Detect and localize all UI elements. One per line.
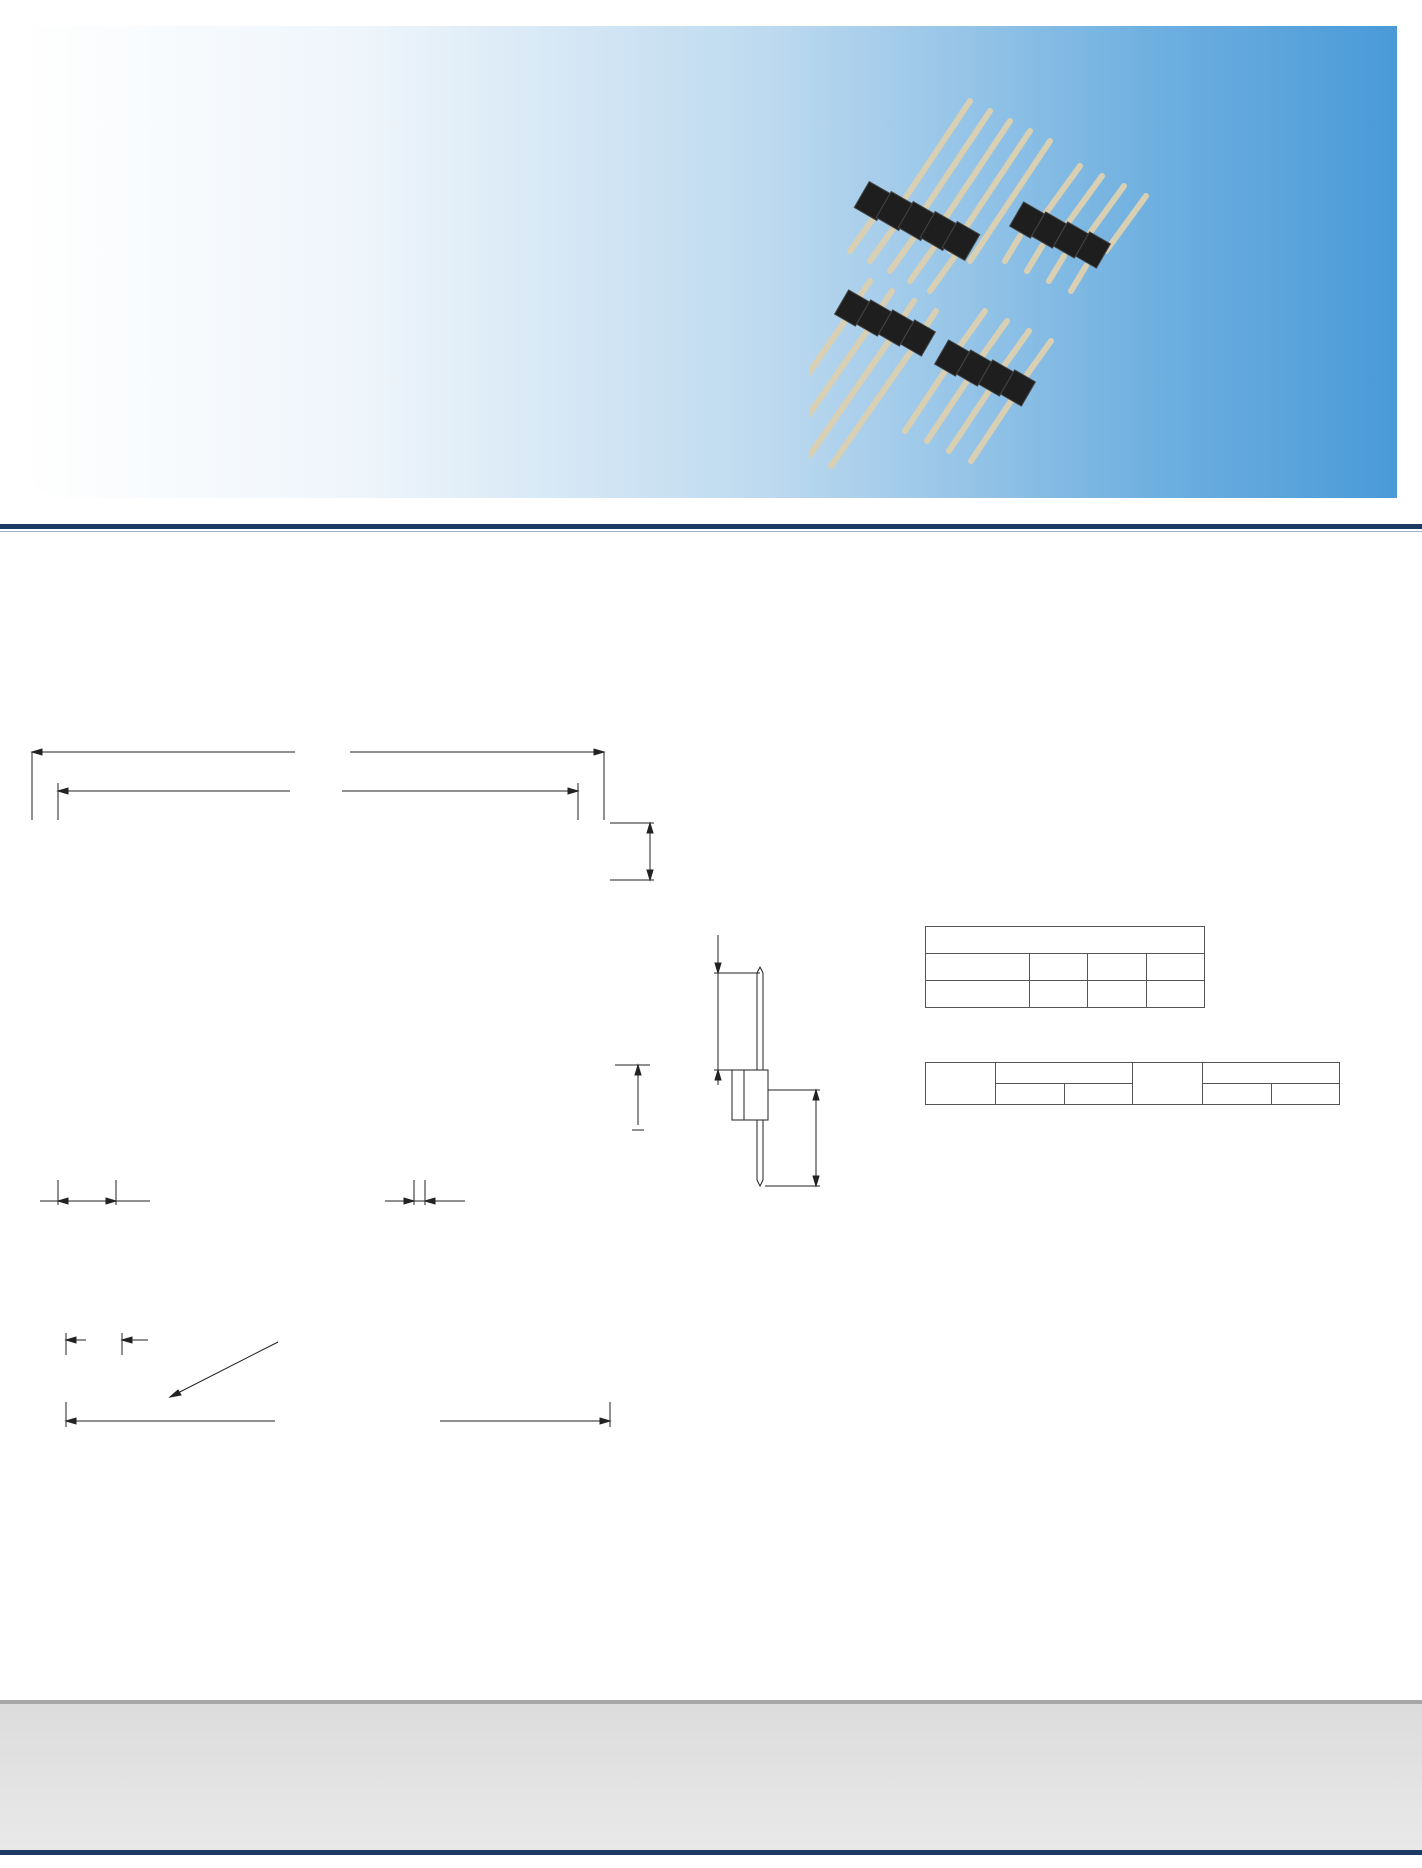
product-photo [810,56,1330,476]
param-table-title [926,927,1205,954]
contacts-dimensions-table [925,1062,1340,1105]
pin-header-4-pin [1005,166,1146,291]
section-divider [0,524,1422,529]
dimensions-header-left [996,1063,1133,1084]
column-a-header [1203,1084,1272,1105]
top-view [32,749,654,880]
part-number-callouts [0,1770,700,1850]
pcb-layout [66,1333,610,1427]
column-a-header [996,1084,1065,1105]
dimensions-header-right [1203,1063,1340,1084]
pin-header-5-pin [850,101,1050,291]
param-header-item [926,954,1030,981]
section-divider-thin [0,531,1422,532]
footer-divider [0,1850,1422,1855]
param-cell [1088,981,1146,1008]
contacts-header-right [1133,1063,1203,1105]
front-view [40,1065,650,1205]
technical-drawing [20,735,920,1435]
param-header-pa [1088,954,1146,981]
contacts-header-left [926,1063,996,1105]
param-cell [1030,981,1088,1008]
param-cell [1146,981,1204,1008]
pin-header-long-pin [810,281,936,466]
param-header-l [1146,954,1204,981]
column-b-header [1271,1084,1340,1105]
dimension-parameter-table [925,926,1205,1008]
param-cell [926,981,1030,1008]
header-banner [20,26,1397,498]
param-header-pc [1030,954,1088,981]
side-view [714,935,820,1186]
column-b-header [1064,1084,1133,1105]
